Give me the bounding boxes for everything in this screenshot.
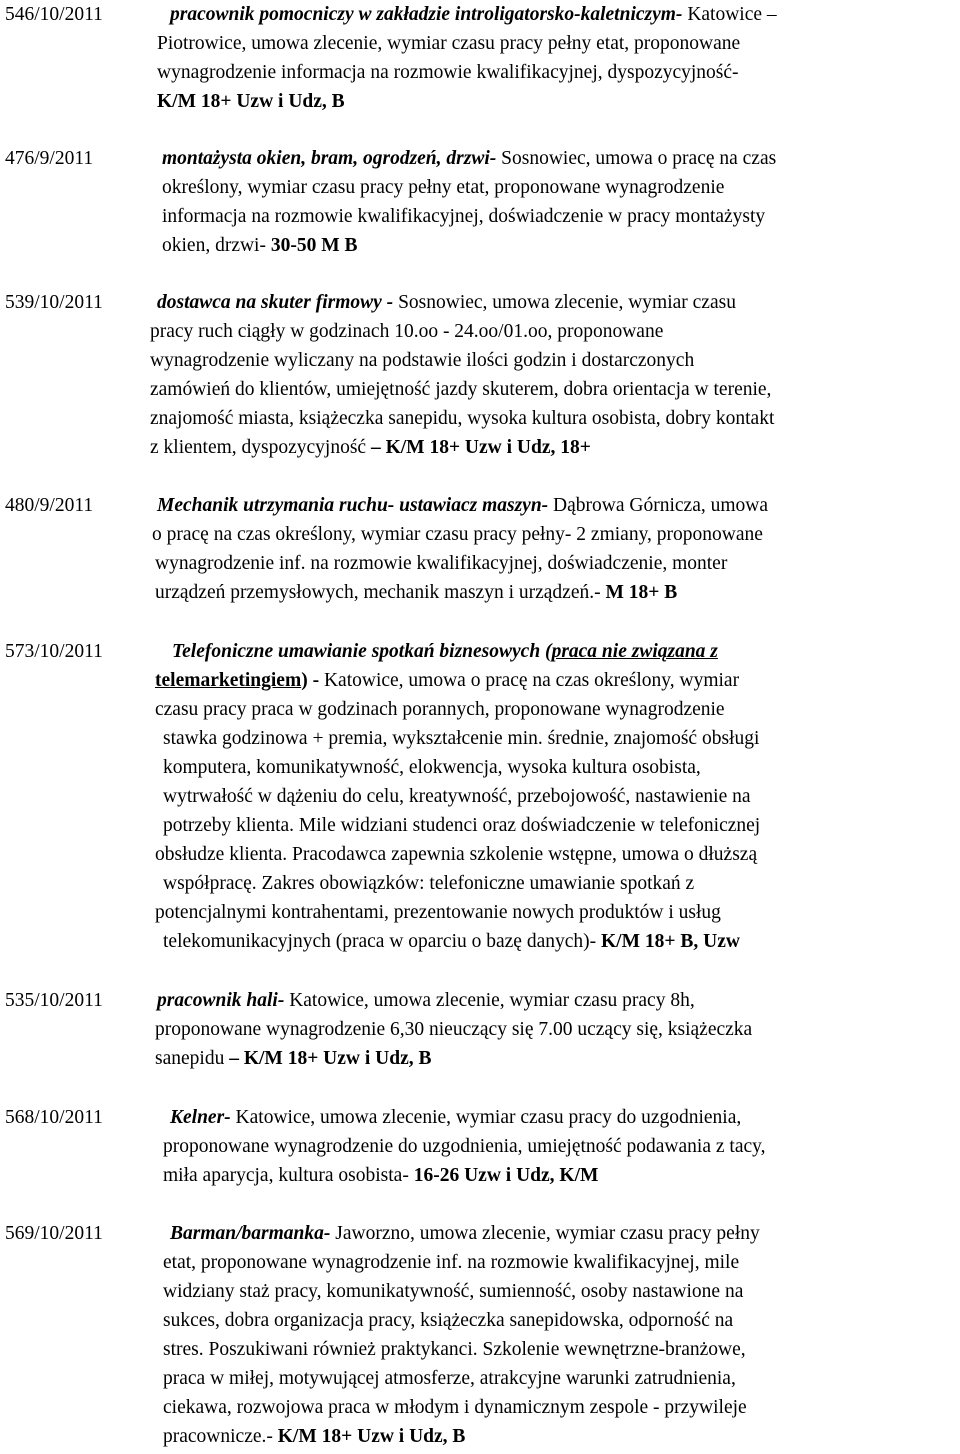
offer-line: czasu pracy praca w godzinach porannych, proponowane wynagrodzenie bbox=[155, 699, 725, 720]
offer-line: pracownik pomocniczy w zakładzie introligatorsko-kaletniczym- Katowice – bbox=[170, 4, 777, 25]
offer-title-underlined: praca nie związana z bbox=[551, 641, 718, 662]
offer-line: Kelner- Katowice, umowa zlecenie, wymiar czasu pracy do uzgodnienia, bbox=[170, 1107, 742, 1128]
offer-line: określony, wymiar czasu pracy pełny etat, proponowane wynagrodzenie bbox=[162, 177, 725, 198]
offer-line: wytrwałość w dążeniu do celu, kreatywność, przebojowość, nastawienie na bbox=[163, 786, 751, 807]
offer-title: Telefoniczne umawianie spotkań biznesowych ( bbox=[172, 641, 552, 662]
offer-line: telekomunikacyjnych (praca w oparciu o bazę danych)- K/M 18+ B, Uzw bbox=[163, 931, 740, 952]
offer-line: pracy ruch ciągły w godzinach 10.oo - 24.oo/01.oo, proponowane bbox=[150, 321, 664, 342]
offer-title: montażysta okien, bram, ogrodzeń, drzwi- bbox=[162, 148, 497, 169]
offer-line: stres. Poszukiwani również praktykanci. Szkolenie wewnętrzne-branżowe, bbox=[163, 1339, 746, 1360]
offer-line: pracownicze.- K/M 18+ Uzw i Udz, B bbox=[163, 1426, 466, 1447]
offer-title: pracownik hali- bbox=[157, 990, 285, 1011]
offer-id: 535/10/2011 bbox=[5, 990, 103, 1011]
offer-line: wynagrodzenie inf. na rozmowie kwalifikacyjnej, doświadczenie, monter bbox=[155, 553, 728, 574]
offer-line: znajomość miasta, książeczka sanepidu, wysoka kultura osobista, dobry kontakt bbox=[150, 408, 775, 429]
offer-id: 539/10/2011 bbox=[5, 292, 103, 313]
offer-line: Mechanik utrzymania ruchu- ustawiacz maszyn- Dąbrowa Górnicza, umowa bbox=[157, 495, 769, 516]
offer-title: dostawca na skuter firmowy - bbox=[157, 292, 394, 313]
offer-title: Kelner- bbox=[170, 1107, 231, 1128]
offer-line: pracownik hali- Katowice, umowa zlecenie, wymiar czasu pracy 8h, bbox=[157, 990, 695, 1011]
offer-line: sanepidu – K/M 18+ Uzw i Udz, B bbox=[155, 1048, 432, 1069]
offer-id: 573/10/2011 bbox=[5, 641, 103, 662]
offer-title: Mechanik utrzymania ruchu- ustawiacz maszyn- bbox=[157, 495, 549, 516]
offer-id: 569/10/2011 bbox=[5, 1223, 103, 1244]
offer-requirements: K/M 18+ Uzw i Udz, B bbox=[157, 91, 345, 112]
offer-line: potencjalnymi kontrahentami, prezentowanie nowych produktów i usług bbox=[155, 902, 721, 923]
offer-line: praca w miłej, motywującej atmosferze, atrakcyjne warunki zatrudnienia, bbox=[163, 1368, 736, 1389]
offer-line: okien, drzwi- 30-50 M B bbox=[162, 235, 358, 256]
offer-line: widziany staż pracy, komunikatywność, sumienność, osoby nastawione na bbox=[163, 1281, 744, 1302]
offer-line: wynagrodzenie wyliczany na podstawie ilości godzin i dostarczonych bbox=[150, 350, 695, 371]
offer-line: ciekawa, rozwojowa praca w młodym i dynamicznym zespole - przywileje bbox=[163, 1397, 747, 1418]
offer-line: etat, proponowane wynagrodzenie inf. na rozmowie kwalifikacyjnej, mile bbox=[163, 1252, 740, 1273]
offer-requirements: 16-26 Uzw i Udz, K/M bbox=[413, 1165, 599, 1186]
offer-id: 568/10/2011 bbox=[5, 1107, 103, 1128]
offer-line: o pracę na czas określony, wymiar czasu pracy pełny- 2 zmiany, proponowane bbox=[152, 524, 763, 545]
offer-line: urządzeń przemysłowych, mechanik maszyn i urządzeń.- M 18+ B bbox=[155, 582, 678, 603]
offer-line bbox=[172, 637, 718, 666]
offer-line: współpracę. Zakres obowiązków: telefoniczne umawianie spotkań z bbox=[163, 873, 695, 894]
offer-title: Barman/barmanka- bbox=[170, 1223, 331, 1244]
offer-id: 476/9/2011 bbox=[5, 148, 94, 169]
offer-line: Barman/barmanka- Jaworzno, umowa zlecenie, wymiar czasu pracy pełny bbox=[170, 1223, 760, 1244]
offer-line: stawka godzinowa + premia, wykształcenie min. średnie, znajomość obsługi bbox=[163, 728, 760, 749]
offer-line: telemarketingiem) - Katowice, umowa o pracę na czas określony, wymiar bbox=[155, 670, 740, 691]
offer-line: informacja na rozmowie kwalifikacyjnej, doświadczenie w pracy montażysty bbox=[162, 206, 766, 227]
offer-requirements: M 18+ B bbox=[605, 582, 678, 603]
offer-line: montażysta okien, bram, ogrodzeń, drzwi- Sosnowiec, umowa o pracę na czas bbox=[162, 148, 777, 169]
offer-line: Piotrowice, umowa zlecenie, wymiar czasu pracy pełny etat, proponowane bbox=[157, 33, 741, 54]
offer-requirements: – K/M 18+ Uzw i Udz, B bbox=[229, 1048, 432, 1069]
offer-requirements: K/M 18+ B, Uzw bbox=[601, 931, 740, 952]
offer-line: potrzeby klienta. Mile widziani studenci oraz doświadczenie w telefonicznej bbox=[163, 815, 761, 836]
offer-line: z klientem, dyspozycyjność – K/M 18+ Uzw i Udz, 18+ bbox=[150, 437, 591, 458]
offer-id: 546/10/2011 bbox=[5, 4, 103, 25]
offer-line: komputera, komunikatywność, elokwencja, wysoka kultura osobista, bbox=[163, 757, 701, 778]
offer-requirements: 30-50 M B bbox=[270, 235, 358, 256]
offer-requirements: K/M 18+ Uzw i Udz, B bbox=[277, 1426, 466, 1447]
offer-id: 480/9/2011 bbox=[5, 495, 94, 516]
offer-line: obsłudze klienta. Pracodawca zapewnia szkolenie wstępne, umowa o dłuższą bbox=[155, 844, 758, 865]
offer-line: sukces, dobra organizacja pracy, książeczka sanepidowska, odporność na bbox=[163, 1310, 734, 1331]
offer-line: wynagrodzenie informacja na rozmowie kwalifikacyjnej, dyspozycyjność- bbox=[157, 62, 739, 83]
offer-line: dostawca na skuter firmowy - Sosnowiec, umowa zlecenie, wymiar czasu bbox=[157, 292, 736, 313]
offer-title: pracownik pomocniczy w zakładzie introligatorsko-kaletniczym- bbox=[170, 4, 683, 25]
offer-line: proponowane wynagrodzenie 6,30 nieuczący się 7.00 uczący się, książeczka bbox=[155, 1019, 753, 1040]
offer-line: miła aparycja, kultura osobista- 16-26 Uzw i Udz, K/M bbox=[163, 1165, 599, 1186]
offer-line: zamówień do klientów, umiejętność jazdy skuterem, dobra orientacja w terenie, bbox=[150, 379, 772, 400]
offer-line: proponowane wynagrodzenie do uzgodnienia, umiejętność podawania z tacy, bbox=[163, 1136, 766, 1157]
offer-requirements: – K/M 18+ Uzw i Udz, 18+ bbox=[370, 437, 591, 458]
